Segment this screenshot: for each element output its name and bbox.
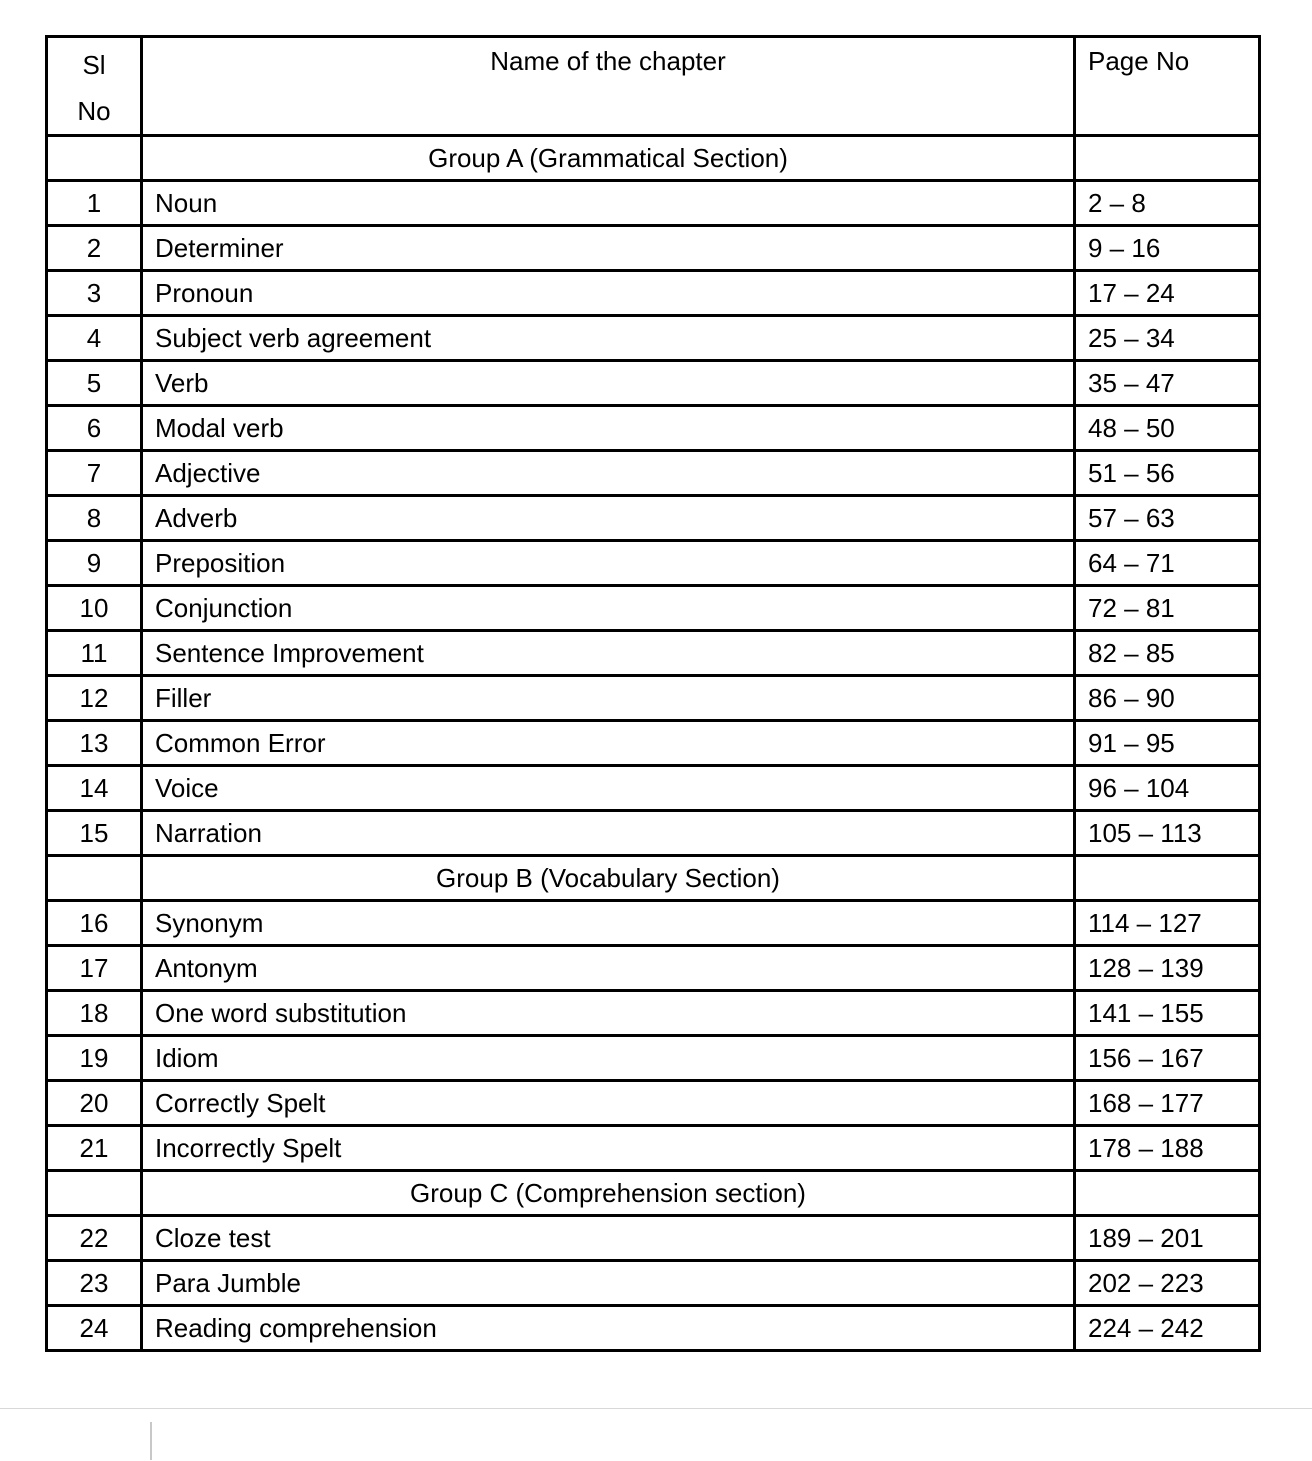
sl-no-cell: 13 [47, 721, 142, 766]
page-range-cell: 178 – 188 [1075, 1126, 1260, 1171]
table-row [47, 1216, 1260, 1261]
table-row [47, 586, 1260, 631]
page-range-cell: 64 – 71 [1075, 541, 1260, 586]
table-row [47, 901, 1260, 946]
table-row [47, 406, 1260, 451]
chapter-name-cell: Preposition [142, 541, 1075, 586]
group-sl-cell [47, 856, 142, 901]
table-row [47, 496, 1260, 541]
chapter-name-cell: Cloze test [142, 1216, 1075, 1261]
chapter-name-cell: Pronoun [142, 271, 1075, 316]
sl-no-cell: 4 [47, 316, 142, 361]
chapter-name-cell: Noun [142, 181, 1075, 226]
page-range-cell: 82 – 85 [1075, 631, 1260, 676]
chapter-name-cell: Reading comprehension [142, 1306, 1075, 1351]
sl-no-cell: 11 [47, 631, 142, 676]
chapter-name-cell: Common Error [142, 721, 1075, 766]
page-range-cell: 25 – 34 [1075, 316, 1260, 361]
sl-no-cell: 15 [47, 811, 142, 856]
chapter-name-cell: Conjunction [142, 586, 1075, 631]
page-range-cell: 96 – 104 [1075, 766, 1260, 811]
page-range-cell: 114 – 127 [1075, 901, 1260, 946]
table-row [47, 226, 1260, 271]
sl-no-cell: 22 [47, 1216, 142, 1261]
sl-no-cell: 20 [47, 1081, 142, 1126]
chapter-name-cell: Determiner [142, 226, 1075, 271]
group-title: Group A (Grammatical Section) [142, 136, 1075, 181]
chapter-name-cell: Idiom [142, 1036, 1075, 1081]
table-row [47, 676, 1260, 721]
table-row [47, 1081, 1260, 1126]
table-row [47, 1306, 1260, 1351]
table-row [47, 811, 1260, 856]
page-range-cell: 224 – 242 [1075, 1306, 1260, 1351]
sl-no-cell: 18 [47, 991, 142, 1036]
sl-no-cell: 21 [47, 1126, 142, 1171]
chapter-name-cell: Verb [142, 361, 1075, 406]
sl-no-cell: 12 [47, 676, 142, 721]
group-row [47, 1171, 1260, 1216]
sl-no-header [47, 37, 142, 136]
table-row [47, 1261, 1260, 1306]
table-row [47, 991, 1260, 1036]
chapter-name-cell: Modal verb [142, 406, 1075, 451]
chapter-name-cell: Subject verb agreement [142, 316, 1075, 361]
bottom-toolbar [0, 1408, 1312, 1461]
page-range-cell: 2 – 8 [1075, 181, 1260, 226]
group-sl-cell [47, 1171, 142, 1216]
table-row [47, 451, 1260, 496]
sl-no-cell: 19 [47, 1036, 142, 1081]
page-range-cell: 141 – 155 [1075, 991, 1260, 1036]
table-row [47, 181, 1260, 226]
chapter-name-cell: Voice [142, 766, 1075, 811]
table-row [47, 361, 1260, 406]
group-page-cell [1075, 136, 1260, 181]
sl-no-cell: 14 [47, 766, 142, 811]
page-range-cell: 9 – 16 [1075, 226, 1260, 271]
table-row [47, 631, 1260, 676]
table-row [47, 766, 1260, 811]
sl-no-cell: 8 [47, 496, 142, 541]
chapter-name-cell: Correctly Spelt [142, 1081, 1075, 1126]
sl-no-cell: 16 [47, 901, 142, 946]
chapter-name-cell: Sentence Improvement [142, 631, 1075, 676]
table-row [47, 946, 1260, 991]
page-range-cell: 128 – 139 [1075, 946, 1260, 991]
chapter-name-cell: Synonym [142, 901, 1075, 946]
page-range-cell: 72 – 81 [1075, 586, 1260, 631]
chapter-name-header: Name of the chapter [142, 37, 1075, 136]
page-range-cell: 17 – 24 [1075, 271, 1260, 316]
chapter-name-cell: Adverb [142, 496, 1075, 541]
group-title: Group C (Comprehension section) [142, 1171, 1075, 1216]
page-no-header: Page No [1075, 37, 1260, 136]
page-range-cell: 156 – 167 [1075, 1036, 1260, 1081]
page-range-cell: 57 – 63 [1075, 496, 1260, 541]
sl-no-cell: 5 [47, 361, 142, 406]
sl-no-cell: 3 [47, 271, 142, 316]
sl-no-cell: 7 [47, 451, 142, 496]
table-row [47, 316, 1260, 361]
group-row [47, 856, 1260, 901]
group-title: Group B (Vocabulary Section) [142, 856, 1075, 901]
group-page-cell [1075, 1171, 1260, 1216]
page-range-cell: 202 – 223 [1075, 1261, 1260, 1306]
sl-no-cell: 1 [47, 181, 142, 226]
group-page-cell [1075, 856, 1260, 901]
contents-table [45, 35, 1261, 1352]
sl-no-cell: 17 [47, 946, 142, 991]
chapter-name-cell: Para Jumble [142, 1261, 1075, 1306]
text-cursor [150, 1422, 152, 1460]
page-range-cell: 91 – 95 [1075, 721, 1260, 766]
table-row [47, 1126, 1260, 1171]
page-range-cell: 86 – 90 [1075, 676, 1260, 721]
sl-no-cell: 10 [47, 586, 142, 631]
group-sl-cell [47, 136, 142, 181]
table-row [47, 1036, 1260, 1081]
table-row [47, 271, 1260, 316]
table-row [47, 541, 1260, 586]
chapter-name-cell: Filler [142, 676, 1075, 721]
page-range-cell: 168 – 177 [1075, 1081, 1260, 1126]
sl-header-line1: Sl [82, 50, 106, 80]
sl-no-cell: 6 [47, 406, 142, 451]
chapter-name-cell: Adjective [142, 451, 1075, 496]
page-range-cell: 105 – 113 [1075, 811, 1260, 856]
table-row [47, 721, 1260, 766]
chapter-name-cell: Narration [142, 811, 1075, 856]
sl-no-cell: 23 [47, 1261, 142, 1306]
sl-no-cell: 2 [47, 226, 142, 271]
sl-no-cell: 9 [47, 541, 142, 586]
page-range-cell: 48 – 50 [1075, 406, 1260, 451]
table-header-row [47, 37, 1260, 136]
chapter-name-cell: One word substitution [142, 991, 1075, 1036]
page-range-cell: 35 – 47 [1075, 361, 1260, 406]
page-range-cell: 189 – 201 [1075, 1216, 1260, 1261]
chapter-name-cell: Antonym [142, 946, 1075, 991]
chapter-name-cell: Incorrectly Spelt [142, 1126, 1075, 1171]
sl-no-cell: 24 [47, 1306, 142, 1351]
page-range-cell: 51 – 56 [1075, 451, 1260, 496]
sl-header-line2: No [77, 96, 111, 126]
group-row [47, 136, 1260, 181]
